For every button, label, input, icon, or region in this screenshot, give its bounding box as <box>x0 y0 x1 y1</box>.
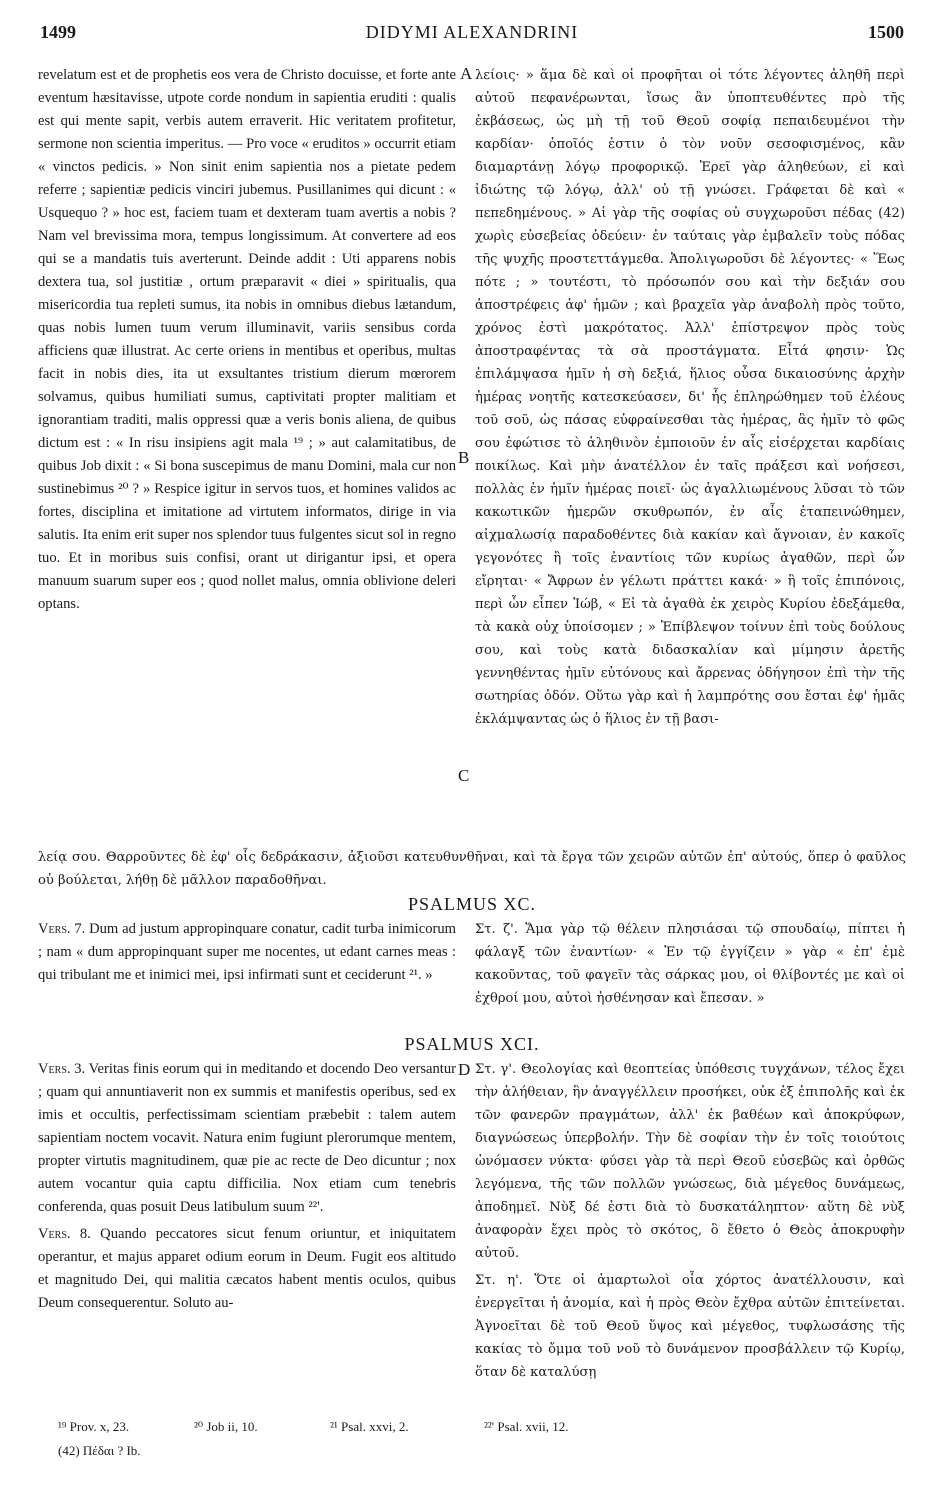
psalm-90-latin <box>38 918 456 987</box>
verse-text: 7. Dum ad justum appropinquare conatur, cadit turba inimicorum ; nam « dum appropinquant super me nocentes, ut edant carnes meas : qui tribulant me et inimici mei, ipsi infirmati sunt et ceciderunt ²¹. » <box>38 921 456 983</box>
latin-text: revelatum est et de prophetis eos vera de Christo docuisse, et forte ante eventum hæsitavisse, utpote corde nondum in sapientia eruditi : qualis est qui mente sapit, verbis autem erraverit. Hic veritatem profitetur, sermone non scientia imperitus. — Pro voce « eruditos » occurrit etiam « vinctos pedicis. » Non sinit enim sapientia nos a pietate pedem referre ; sapientiæ pedicis vinciri jubemus. Pusillanimes qui dicunt : « Usquequo ? » hoc est, faciem tuam et dexteram tuam avertis a nobis ? Nam vel brevissima mora, tempus longissimum. At convertere ad eos qui se a mandatis tuis averterunt. Deinde addit : Uti apparens nobis dextera tua, sol justitiæ , ortum præparavit « diei » spiritualis, qua misericordia tua repleti sumus, ita nobis in omnibus diebus lætandum, quas nobis lumen tuum verum illuminavit, variis sensibus corda afficiens quæ illustrat. Ac certe oriens in mentibus et operibus, multas facit in nobis dies, ita ut exsultantes tristium dierum mœrorem solvamus, quibus humiliati sumus, captivitati propter malitiam et ignorantiam traditi, malis oppressi quæ a veris bonis aliena, de quibus dictum est : « In risu insipiens agit mala ¹⁹ ; » aut calamitatibus, de quibus Job dixit : « Si bona suscepimus de manu Domini, mala cur non sustinebimus ²⁰ ? » Respice igitur in servos tuos, et homines validos ac fortes, disciplina et imitatione ad virtutem informatos, dirige in via salutis. Ita enim erit super nos splendor tuus fulgentes sicut sol in regno tuo. Et in moribus suis confisi, orant ut dirigantur ipsi, et opera manuum suarum super eos ; quod nollet malus, omnia oblivione deleri optans. <box>38 67 456 612</box>
verse-text: 3. Veritas finis eorum qui in meditando et docendo Deo versantur ; quam qui annuntiaverit non ex summis et manifestis operibus, sed ex imis et occultis, perfectissimam scientiam præbebit : talem autem sapientiam noctem vocavit. Natura enim fugiunt plerorumque mentem, propter virtutis magnitudinem, quæ pie ac recte de Deo dicuntur ; nox autem vocantur quia captu difficilia. Nox etiam cum tenebris conferenda, quas posuit Deus latibulum suum ²²'. <box>38 1061 456 1215</box>
psalm-90-greek-text: Στ. ζ'. Ἅμα γὰρ τῷ θέλειν πλησιάσαι τῷ σπουδαίῳ, πίπτει ἡ φάλαγξ τῶν ἐναντίων· « Ἐν τῷ ἐγγίζειν » γὰρ « ἐπ' ἐμὲ κακοῦντας, τοῦ φαγεῖν τὰς σάρκας μου, οἱ θλίβοντές με καὶ οἱ ἐχθροί μου, αὐτοὶ ἠσθένησαν καὶ ἔπεσαν. » <box>475 922 905 1006</box>
psalm-91-greek <box>475 1058 905 1384</box>
psalm-91-latin-verse-3 <box>38 1058 456 1219</box>
verse-label: Vers. <box>38 1061 71 1077</box>
latin-column-section1 <box>38 64 456 616</box>
verse-label: Vers. <box>38 921 71 937</box>
psalm-91-greek-verse-3: Στ. γ'. Θεολογίας καὶ θεοπτείας ὑπόθεσις τυγχάνων, τέλος ἔχει τὴν ἀλήθειαν, ἣν ἀναγγέλλειν προσήκει, οὐκ ἐξ ἐπιπολῆς καὶ ἐκ τῶν φανερῶν πραγμάτων, ἀλλ' ἐκ βαθέων καὶ ἀποκρύφων, διαγνώσεως ὑπερβολήν. Τὴν δὲ σοφίαν τὴν ἐν τοῖς τοιούτοις ὠνόμασεν νύκτα· φύσει γὰρ τὰ περὶ Θεοῦ εὐσεβῶς καὶ ὀρθῶς λεγόμενα, τῆς τῶν πολλῶν γνώσεως, διὰ μέγεθος δυνάμεως, ἀποδημεῖ. Νὺξ δέ ἐστι διὰ τὸ δυσκατάληπτον· αὕτη δὲ νὺξ ἀναφορὰν ἔχει πρὸς τὸ σκότος, ὃ ἔθετο ὁ Θεὸς ἀποκρυφὴν αὐτοῦ. <box>475 1062 905 1261</box>
greek-column-section1 <box>475 64 905 731</box>
page-number-right: 1500 <box>868 22 904 42</box>
greek-full-width-tail <box>38 846 906 892</box>
psalm-90-heading-row <box>38 894 906 918</box>
page-number-left: 1499 <box>40 22 76 42</box>
footnote-20: ²⁰ Job ii, 10. <box>194 1419 258 1434</box>
footnote-19: ¹⁹ Prov. x, 23. <box>58 1419 130 1434</box>
margin-marker-a: A <box>460 64 473 83</box>
verse-label: Vers. <box>38 1226 71 1242</box>
psalm-91-latin <box>38 1058 456 1315</box>
footnote-42: (42) Πέδαι ? Ib. <box>58 1443 141 1458</box>
margin-marker-d: D <box>458 1060 471 1079</box>
greek-tail-text: λείᾳ σου. Θαρροῦντες δὲ ἐφ' οἷς δεδράκασιν, ἀξιοῦσι κατευθυνθῆναι, καὶ τὰ ἔργα τῶν χειρῶν αὐτῶν ἐπ' αὐτούς, ὅπερ ὁ φαῦλος οὐ βούλεται, λήθῃ δὲ μᾶλλον παραδοθῆναι. <box>38 850 906 888</box>
psalm-91-latin-verse-8 <box>38 1223 456 1315</box>
psalm-90-greek <box>475 918 905 1010</box>
psalm-91-heading: PSALMUS XCI. <box>404 1034 540 1054</box>
psalm-90-heading: PSALMUS XC. <box>407 894 537 914</box>
margin-marker-b: B <box>458 448 470 467</box>
margin-marker-c: C <box>458 766 470 785</box>
footnote-22: ²²' Psal. xvii, 12. <box>484 1419 569 1434</box>
footnote-21: ²¹ Psal. xxvi, 2. <box>330 1419 409 1434</box>
psalm-90-latin-text <box>38 918 456 987</box>
psalm-91-heading-row <box>38 1034 906 1058</box>
running-title: DIDYMI ALEXANDRINI <box>365 22 579 42</box>
psalm-91-greek-verse-8: Στ. η'. Ὅτε οἱ ἁμαρτωλοὶ οἷα χόρτος ἀνατέλλουσιν, καὶ ἐνεργεῖται ἡ ἀνομία, καὶ ἡ πρὸς Θεὸν ἔχθρα αὐτῶν ἐπιτείνεται. Ἀγνοεῖται δὲ τοῦ Θεοῦ ὕψος καὶ μέγεθος, τυφλωσάσης τῆς κακίας τὸ ὄμμα τοῦ νοῦ τὸ δυνάμενον προσβάλλειν τῷ Κυρίῳ, ὅταν δὲ καταλύσῃ <box>475 1273 905 1380</box>
verse-text: 8. Quando peccatores sicut fenum oriuntur, et iniquitatem operantur, et majus apparet odium eorum in Deum. Fugit eos altitudo et magnitudo Dei, qui malitia cæcatos habent mentis oculos, quibus Deum consequerentur. Soluto au- <box>38 1226 456 1311</box>
greek-text: λείοις· » ἅμα δὲ καὶ οἱ προφῆται οἱ τότε λέγοντες ἀληθῆ περὶ αὐτοῦ πεφανέρωνται, ἴσως ἂν ὑποπτευθέντες πρὸ τῆς ἐκβάσεως, ὡς μὴ τῇ τοῦ Θεοῦ σοφίᾳ πεπαιδευμένοι τὴν καρδίαν· ὁποῖός ἐστιν ὁ τὸν νοῦν σεσοφισμένος, κἂν διαμαρτάνῃ λόγῳ προφορικῷ. Ἐρεῖ γὰρ ἀληθεύων, εἰ καὶ ἰδιώτης τῷ λόγῳ, ἀλλ' οὐ τῇ γνώσει. Γράφεται δὲ καὶ « πεπεδημένους. » Αἱ γὰρ τῆς σοφίας οὐ συγχωροῦσι πέδας (42) χωρὶς εὐσεβείας ὁδεύειν· ἐν ταύταις γὰρ ἐμβαλεῖν τοὺς πόδας τῆς ψυχῆς προστεττάγμεθα. Ἀπολιγωροῦσι δὲ λέγοντες· « Ἕως πότε ; » τουτέστι, τὸ πρόσωπόν σου καὶ τὴν δεξιάν σου ἀποστρέφεις ἀφ' ἡμῶν ; καὶ βραχεῖα γὰρ ἀναβολὴ πρὸς τοῦτο, χρόνος ἐστὶ μακρότατος. Ἀλλ' ἐπίστρεψον πρὸς τοὺς ἀποστραφέντας τὰ σὰ προστάγματα. Εἶτά φησιν· Ὡς ἐπιλάμψασα ἡμῖν ἡ σὴ δεξιά, ἥλιος οὖσα δικαιοσύνης ἀρχὴν ἡμέρας νοητῆς κατεσκεύασεν, δι' ἧς ἐπληρώθημεν τοῦ ἐλέους τοῦ σοῦ, ὡς πάσας εὐφραίνεσθαι τὰς ἡμέρας, ἃς ἡμῖν τὸ φῶς σου ἐφώτισε τὸ ἀληθινὸν ἐμποιοῦν ἐν αἷς εἰσέρχεται καρδίαις ποικίλως. Καὶ μὴν ἀνατέλλον ἐν ταῖς πράξεσι καὶ νοήσεσι, πολλὰς ἐν ἡμῖν ἡμέρας ποιεῖ· ὡς ἀγαλλιωμένους λῦσαι τὸ τῶν κακωτικῶν ἡμερῶν σκυθρωπόν, ἐν αἷς ἐταπεινώθημεν, αἰχμαλωσίᾳ παραδοθέντες διὰ κακίαν καὶ ἄγνοιαν, ἐν κακοῖς γεγονότες ἢ τοῖς ἐναντίοις τῶν κυρίως ἀγαθῶν, περὶ ὧν εἴρηται· « Ἄφρων ἐν γέλωτι πράττει κακά· » ἢ τοῖς ἐπιπόνοις, περὶ ὧν εἶπεν Ἰώβ, « Εἰ τὰ ἀγαθὰ ἐκ χειρὸς Κυρίου ἐδεξάμεθα, τὰ κακὰ οὐχ ὑποίσομεν ; » Ἐπίβλεψον τοίνυν ἐπὶ τοὺς δούλους σου, καὶ τοὺς κατὰ διδασκαλίαν καὶ μίμησιν ἀρετῆς γεννηθέντας ἡμῖν εὐτόνους καὶ ἄρρενας ὁδήγησον ἐπὶ τὴν τῆς σωτηρίας ὁδόν. Οὕτω γὰρ καὶ ἡ λαμπρότης σου ἔσται ἐφ' ἡμᾶς ἐκλάμψαντας ὡς ὁ ἥλιος ἐν τῇ βασι- <box>475 68 905 727</box>
page-header <box>40 22 904 52</box>
